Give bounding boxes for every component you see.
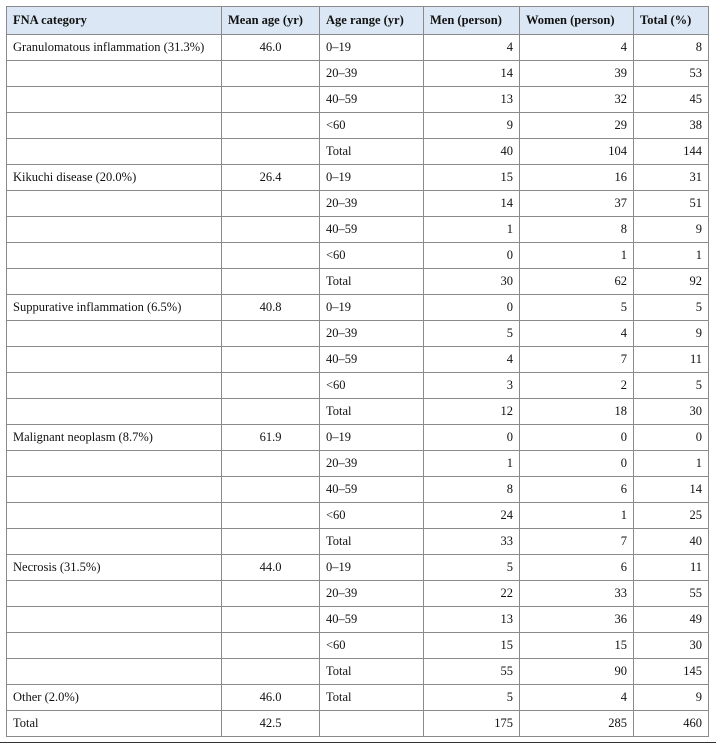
cell-mean-age: [222, 321, 320, 347]
table-row: [7, 581, 709, 607]
cell-men: 15: [424, 633, 520, 659]
cell-men: 13: [424, 87, 520, 113]
table-body: [7, 35, 709, 737]
cell-category: [7, 581, 222, 607]
cell-age-range: Total: [320, 685, 424, 711]
table-row: [7, 269, 709, 295]
fna-category-table: [6, 6, 709, 737]
table-row: [7, 659, 709, 685]
cell-men: 0: [424, 425, 520, 451]
table-container: [6, 6, 708, 737]
cell-men: 24: [424, 503, 520, 529]
cell-women: 8: [520, 217, 634, 243]
cell-age-range: 40–59: [320, 477, 424, 503]
cell-women: 7: [520, 347, 634, 373]
cell-women: 18: [520, 399, 634, 425]
cell-category: [7, 529, 222, 555]
cell-age-range: Total: [320, 529, 424, 555]
table-row: [7, 347, 709, 373]
table-row: [7, 503, 709, 529]
cell-category: [7, 451, 222, 477]
table-row: [7, 295, 709, 321]
cell-mean-age: [222, 373, 320, 399]
cell-age-range: <60: [320, 373, 424, 399]
cell-age-range: 20–39: [320, 451, 424, 477]
cell-total: 5: [634, 295, 709, 321]
cell-age-range: 40–59: [320, 217, 424, 243]
cell-mean-age: [222, 217, 320, 243]
cell-total: 14: [634, 477, 709, 503]
table-row: [7, 61, 709, 87]
cell-mean-age: [222, 243, 320, 269]
cell-men: 8: [424, 477, 520, 503]
cell-total: 1: [634, 451, 709, 477]
cell-age-range: Total: [320, 269, 424, 295]
table-row: [7, 399, 709, 425]
cell-women: 62: [520, 269, 634, 295]
cell-women: 39: [520, 61, 634, 87]
cell-age-range: 20–39: [320, 191, 424, 217]
cell-age-range: 40–59: [320, 607, 424, 633]
cell-men: 12: [424, 399, 520, 425]
cell-category: [7, 139, 222, 165]
table-row: [7, 243, 709, 269]
cell-women: 4: [520, 685, 634, 711]
cell-mean-age: [222, 113, 320, 139]
header-row: [7, 7, 709, 35]
cell-age-range: 40–59: [320, 87, 424, 113]
cell-women: 1: [520, 243, 634, 269]
cell-men: 4: [424, 35, 520, 61]
table-row: [7, 165, 709, 191]
table-row: [7, 321, 709, 347]
cell-age-range: 0–19: [320, 425, 424, 451]
cell-men: 1: [424, 451, 520, 477]
cell-mean-age: [222, 269, 320, 295]
cell-total: 30: [634, 633, 709, 659]
cell-age-range: 0–19: [320, 165, 424, 191]
cell-men: 1: [424, 217, 520, 243]
cell-women: 1: [520, 503, 634, 529]
cell-category: [7, 347, 222, 373]
cell-category: Necrosis (31.5%): [7, 555, 222, 581]
cell-mean-age: [222, 451, 320, 477]
cell-mean-age: [222, 581, 320, 607]
header-mean-age: Mean age (yr): [222, 7, 320, 35]
cell-age-range: Total: [320, 139, 424, 165]
cell-men: 33: [424, 529, 520, 555]
cell-total: 49: [634, 607, 709, 633]
cell-total: 0: [634, 425, 709, 451]
cell-total: 92: [634, 269, 709, 295]
table-row: [7, 87, 709, 113]
cell-mean-age: [222, 191, 320, 217]
cell-women: 6: [520, 477, 634, 503]
cell-women: 36: [520, 607, 634, 633]
cell-age-range: <60: [320, 113, 424, 139]
table-row: [7, 373, 709, 399]
cell-men: 14: [424, 191, 520, 217]
cell-women: 15: [520, 633, 634, 659]
cell-age-range: 0–19: [320, 555, 424, 581]
cell-total: 8: [634, 35, 709, 61]
header-women: Women (person): [520, 7, 634, 35]
cell-men: 5: [424, 555, 520, 581]
cell-total: 45: [634, 87, 709, 113]
cell-women: 2: [520, 373, 634, 399]
cell-mean-age: [222, 633, 320, 659]
cell-mean-age: [222, 87, 320, 113]
cell-women: 33: [520, 581, 634, 607]
cell-age-range: 40–59: [320, 347, 424, 373]
cell-mean-age: 61.9: [222, 425, 320, 451]
cell-total: 53: [634, 61, 709, 87]
cell-category: [7, 87, 222, 113]
cell-category: [7, 61, 222, 87]
table-row: [7, 217, 709, 243]
cell-women: 0: [520, 425, 634, 451]
cell-age-range: <60: [320, 503, 424, 529]
cell-total: 9: [634, 217, 709, 243]
cell-total: 11: [634, 347, 709, 373]
cell-category: [7, 399, 222, 425]
cell-category: [7, 503, 222, 529]
cell-age-range: 0–19: [320, 295, 424, 321]
cell-women: 7: [520, 529, 634, 555]
cell-category: [7, 113, 222, 139]
cell-category: [7, 243, 222, 269]
cell-total: 51: [634, 191, 709, 217]
cell-mean-age: [222, 477, 320, 503]
cell-mean-age: [222, 659, 320, 685]
cell-men: 15: [424, 165, 520, 191]
cell-women: 285: [520, 711, 634, 737]
cell-age-range: 20–39: [320, 61, 424, 87]
table-row: [7, 685, 709, 711]
cell-age-range: Total: [320, 399, 424, 425]
cell-men: 55: [424, 659, 520, 685]
cell-men: 175: [424, 711, 520, 737]
header-age-range: Age range (yr): [320, 7, 424, 35]
cell-men: 30: [424, 269, 520, 295]
cell-total: 144: [634, 139, 709, 165]
table-row: [7, 711, 709, 737]
cell-mean-age: 42.5: [222, 711, 320, 737]
cell-total: 25: [634, 503, 709, 529]
cell-mean-age: 40.8: [222, 295, 320, 321]
cell-men: 0: [424, 295, 520, 321]
cell-men: 22: [424, 581, 520, 607]
cell-category: [7, 373, 222, 399]
cell-category: Granulomatous inflammation (31.3%): [7, 35, 222, 61]
cell-age-range: 0–19: [320, 35, 424, 61]
cell-men: 3: [424, 373, 520, 399]
cell-mean-age: [222, 347, 320, 373]
table-row: [7, 633, 709, 659]
cell-total: 30: [634, 399, 709, 425]
cell-category: [7, 477, 222, 503]
cell-women: 4: [520, 321, 634, 347]
table-row: [7, 451, 709, 477]
cell-mean-age: [222, 503, 320, 529]
cell-mean-age: [222, 61, 320, 87]
cell-women: 37: [520, 191, 634, 217]
cell-women: 29: [520, 113, 634, 139]
cell-women: 5: [520, 295, 634, 321]
cell-total: 9: [634, 321, 709, 347]
cell-men: 5: [424, 321, 520, 347]
table-row: [7, 529, 709, 555]
cell-age-range: Total: [320, 659, 424, 685]
cell-women: 6: [520, 555, 634, 581]
cell-category: Other (2.0%): [7, 685, 222, 711]
cell-mean-age: [222, 399, 320, 425]
cell-mean-age: 46.0: [222, 35, 320, 61]
cell-mean-age: [222, 529, 320, 555]
cell-total: 31: [634, 165, 709, 191]
cell-age-range: [320, 711, 424, 737]
cell-men: 14: [424, 61, 520, 87]
table-row: [7, 477, 709, 503]
cell-total: 40: [634, 529, 709, 555]
cell-category: [7, 607, 222, 633]
cell-age-range: <60: [320, 243, 424, 269]
cell-total: 38: [634, 113, 709, 139]
cell-mean-age: 44.0: [222, 555, 320, 581]
cell-total: 55: [634, 581, 709, 607]
cell-category: [7, 321, 222, 347]
cell-men: 5: [424, 685, 520, 711]
cell-total: 1: [634, 243, 709, 269]
table-row: [7, 139, 709, 165]
table-row: [7, 607, 709, 633]
cell-men: 4: [424, 347, 520, 373]
cell-category: Suppurative inflammation (6.5%): [7, 295, 222, 321]
cell-women: 16: [520, 165, 634, 191]
cell-men: 0: [424, 243, 520, 269]
cell-mean-age: 46.0: [222, 685, 320, 711]
cell-total: 11: [634, 555, 709, 581]
cell-mean-age: [222, 139, 320, 165]
table-row: [7, 555, 709, 581]
cell-women: 4: [520, 35, 634, 61]
header-fna-category: FNA category: [7, 7, 222, 35]
header-men: Men (person): [424, 7, 520, 35]
cell-category: Total: [7, 711, 222, 737]
cell-total: 460: [634, 711, 709, 737]
header-total: Total (%): [634, 7, 709, 35]
cell-age-range: 20–39: [320, 321, 424, 347]
cell-women: 90: [520, 659, 634, 685]
cell-total: 5: [634, 373, 709, 399]
cell-category: [7, 633, 222, 659]
bottom-rule: [0, 742, 716, 743]
cell-mean-age: 26.4: [222, 165, 320, 191]
cell-men: 40: [424, 139, 520, 165]
cell-category: [7, 659, 222, 685]
cell-total: 145: [634, 659, 709, 685]
table-row: [7, 191, 709, 217]
cell-women: 104: [520, 139, 634, 165]
cell-age-range: 20–39: [320, 581, 424, 607]
cell-category: Kikuchi disease (20.0%): [7, 165, 222, 191]
cell-category: Malignant neoplasm (8.7%): [7, 425, 222, 451]
cell-category: [7, 217, 222, 243]
cell-women: 32: [520, 87, 634, 113]
table-row: [7, 35, 709, 61]
cell-age-range: <60: [320, 633, 424, 659]
cell-total: 9: [634, 685, 709, 711]
table-row: [7, 425, 709, 451]
cell-men: 9: [424, 113, 520, 139]
cell-women: 0: [520, 451, 634, 477]
cell-mean-age: [222, 607, 320, 633]
cell-men: 13: [424, 607, 520, 633]
table-row: [7, 113, 709, 139]
cell-category: [7, 269, 222, 295]
cell-category: [7, 191, 222, 217]
